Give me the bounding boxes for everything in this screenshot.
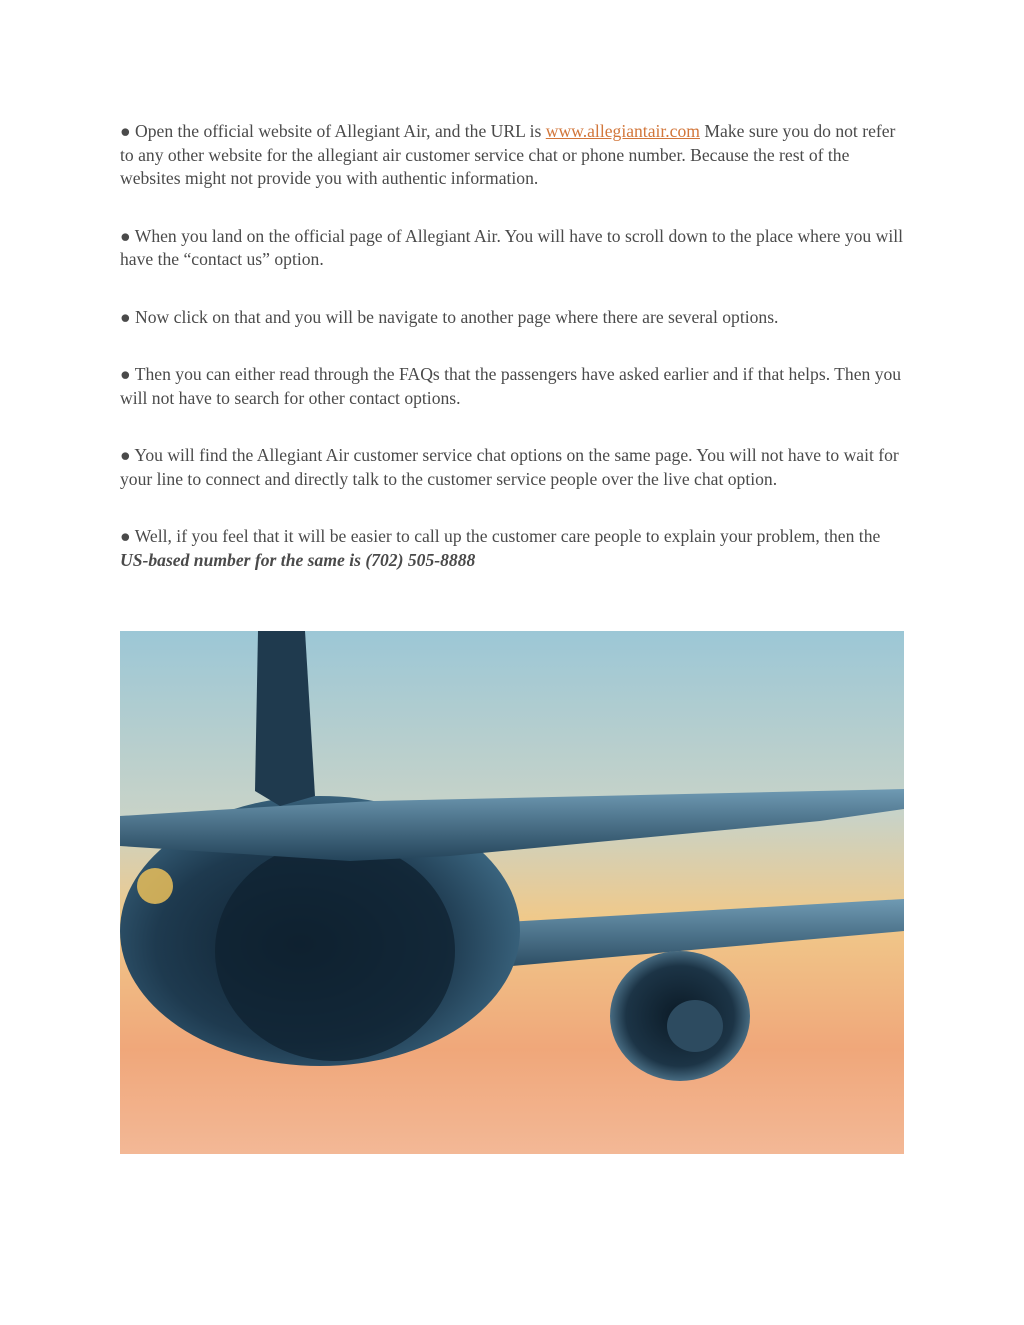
paragraph-1 <box>120 120 910 191</box>
bullet: ● <box>120 445 131 465</box>
sun-glow <box>137 868 173 904</box>
bullet: ● <box>120 364 131 384</box>
bullet: ● <box>120 526 131 546</box>
phone-number-emphasis: US-based number for the same is (702) 505-8888 <box>120 549 476 570</box>
engine-core <box>667 1000 723 1052</box>
paragraph-2 <box>120 225 910 272</box>
airplane-photo <box>120 631 904 1154</box>
paragraph-5 <box>120 444 910 491</box>
bullet: ● <box>120 225 131 246</box>
airplane-illustration <box>120 631 904 1154</box>
vertical-tail <box>255 631 315 806</box>
paragraph-6-text: Well, if you feel that it will be easier to call up the customer care people to explain your problem, then the <box>130 526 881 546</box>
paragraph-6 <box>120 525 910 572</box>
allegiant-website-link[interactable]: www.allegiantair.com <box>545 121 700 141</box>
paragraph-5-text: You will find the Allegiant Air customer service chat options on the same page. You will not have to wait for your line to connect and directly talk to the customer service people over the live chat option. <box>120 445 899 489</box>
paragraph-4 <box>120 363 910 410</box>
bullet: ● <box>120 306 131 327</box>
paragraph-4-text: Then you can either read through the FAQs that the passengers have asked earlier and if that helps. Then you will not have to search for other contact options. <box>120 364 902 408</box>
document-body <box>120 120 910 606</box>
fuselage-shadow <box>215 841 455 1061</box>
paragraph-1-text-before: Open the official website of Allegiant Air, and the URL is <box>130 121 546 141</box>
paragraph-1-text-after: Make sure you do not refer to any other website for the allegiant air customer service chat or phone number. Because the rest of the websites might not provide you with authentic information. <box>120 121 896 188</box>
paragraph-3-text: Now click on that and you will be navigate to another page where there are several options. <box>130 306 779 327</box>
paragraph-3 <box>120 306 910 330</box>
paragraph-2-text: When you land on the official page of Allegiant Air. You will have to scroll down to the place where you will have the “contact us” option. <box>120 225 903 269</box>
bullet: ● <box>120 121 131 141</box>
